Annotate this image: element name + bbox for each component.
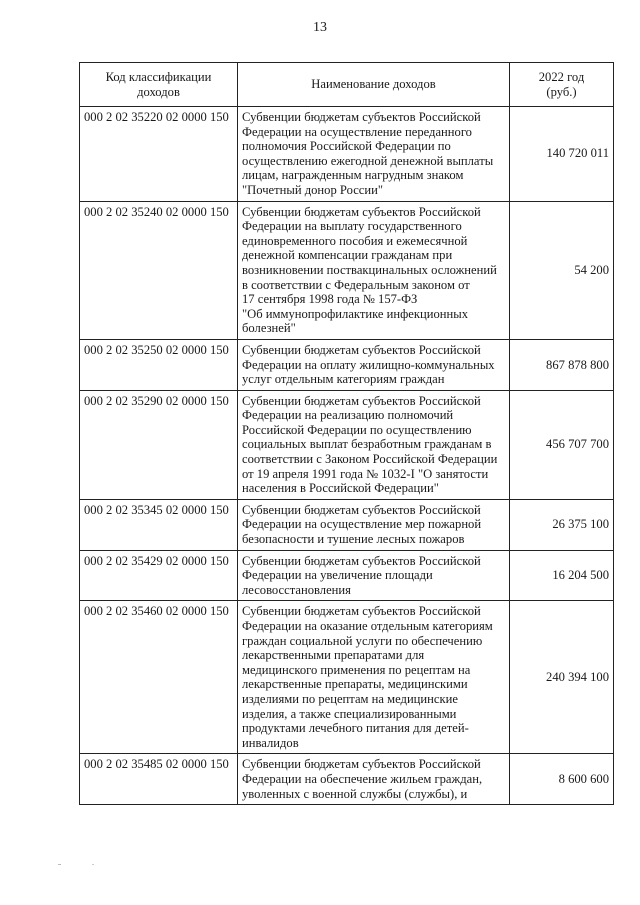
revenue-name-line: Субвенции бюджетам субъектов Российской [242,393,481,408]
revenue-name-line: соответствии с Законом Российской Федерации [242,452,498,467]
header-amount [510,63,614,107]
revenue-name-cell [238,499,510,550]
table-header-row [80,63,614,107]
revenue-name-line: Субвенции бюджетам субъектов Российской [242,110,481,124]
revenue-name-line: Федерации на обеспечение жильем граждан, [242,771,483,786]
revenue-name-line: единовременного пособия и ежемесячной [242,233,468,248]
revenue-name-line: Субвенции бюджетам субъектов Российской [242,604,481,619]
header-code-line: доходов [137,84,180,99]
table-row [80,201,614,339]
revenue-name-cell [238,390,510,499]
revenue-name-line: лекарственными препаратами для [242,648,425,663]
revenue-name-line: Субвенции бюджетам субъектов Российской [242,342,481,357]
amount-cell: 8 600 600 [510,754,614,805]
classification-code-cell: 000 2 02 35220 02 0000 150 [80,107,238,202]
header-code-line: Код классификации [105,69,212,84]
revenue-name-line: полномочия Российской Федерации по [242,139,451,154]
amount-cell: 456 707 700 [510,390,614,499]
header-amount-line: 2022 год [538,69,585,84]
revenue-name-line: "Об иммунопрофилактике инфекционных [242,306,469,321]
revenue-name-line: в соответствии с Федеральным законом от [242,277,470,292]
classification-code-cell: 000 2 02 35485 02 0000 150 [80,754,238,805]
revenue-name-line: продуктами лечебного питания для детей- [242,721,469,736]
amount-cell: 240 394 100 [510,601,614,754]
revenue-name-line: денежной компенсации гражданам при [242,248,453,263]
page-number: 13 [313,20,327,35]
revenue-name-line: изделия, а также специализированными [242,706,457,721]
revenue-name-cell [238,754,510,805]
revenue-name-line: "Почетный донор России" [242,182,384,197]
revenue-name-line: болезней" [242,321,296,336]
table-row [80,601,614,754]
revenue-name-line: медицинского применения по рецептам на [242,662,471,677]
table-row [80,390,614,499]
revenue-name-cell [238,550,510,601]
table-body [80,107,614,805]
amount-cell: 140 720 011 [510,107,614,202]
amount-cell: 26 375 100 [510,499,614,550]
scan-artifact [58,864,61,865]
revenue-name-line: 17 сентября 1998 года № 157-ФЗ [242,292,418,307]
revenue-name-line: Субвенции бюджетам субъектов Российской [242,502,481,517]
revenue-name-cell [238,201,510,339]
revenue-name-line: от 19 апреля 1991 года № 1032-I "О занятости [242,466,489,481]
revenue-name-line: изделиями по рецептам на медицинские [242,691,458,706]
revenue-name-line: Федерации на выплату государственного [242,219,462,234]
header-code [80,63,238,107]
revenue-name-cell [238,339,510,390]
revenue-name-line: лесовосстановления [242,582,351,597]
table-row [80,754,614,805]
revenue-name-line: осуществлению ежегодной денежной выплаты [242,153,494,168]
revenue-name-cell [238,107,510,202]
revenue-name-line: услуг отдельным категориям граждан [242,372,445,387]
table-row [80,499,614,550]
revenue-name-line: лекарственные препараты, медицинскими [242,677,468,692]
revenue-name-line: Субвенции бюджетам субъектов Российской [242,553,481,568]
scan-artifact [92,864,94,865]
revenue-name-line: социальных выплат безработным гражданам в [242,437,492,452]
classification-code-cell: 000 2 02 35429 02 0000 150 [80,550,238,601]
table-row [80,550,614,601]
revenue-name-line: Федерации на осуществление мер пожарной [242,517,482,532]
revenue-name-line: лицам, награжденным нагрудным знаком [242,168,464,183]
revenue-name-cell [238,601,510,754]
table-row [80,107,614,202]
header-amount-line: (руб.) [546,84,577,99]
revenue-name-line: Федерации на оказание отдельным категориям [242,619,493,633]
classification-code-cell: 000 2 02 35250 02 0000 150 [80,339,238,390]
revenue-name-line: Российской Федерации по осуществлению [242,422,472,437]
revenue-name-line: Федерации на осуществление переданного [242,124,472,139]
classification-code-cell: 000 2 02 35345 02 0000 150 [80,499,238,550]
revenue-name-line: инвалидов [242,735,299,750]
revenue-name-line: безопасности и тушение лесных пожаров [242,532,465,547]
header-name: Наименование доходов [238,63,510,107]
classification-code-cell: 000 2 02 35290 02 0000 150 [80,390,238,499]
revenue-name-line: Субвенции бюджетам субъектов Российской [242,204,481,219]
table-row [80,339,614,390]
amount-cell: 16 204 500 [510,550,614,601]
revenue-name-line: Федерации на реализацию полномочий [242,408,454,423]
revenue-name-line: Федерации на оплату жилищно-коммунальных [242,357,495,372]
revenue-name-line: уволенных с военной службы (службы), и [242,786,468,801]
revenue-name-line: населения в Российской Федерации" [242,481,439,496]
revenue-name-line: Федерации на увеличение площади [242,568,433,583]
classification-code-cell: 000 2 02 35240 02 0000 150 [80,201,238,339]
revenue-name-line: Субвенции бюджетам субъектов Российской [242,757,481,772]
amount-cell: 867 878 800 [510,339,614,390]
revenue-name-line: граждан социальной услуги по обеспечению [242,633,483,648]
revenue-table [79,62,614,805]
revenue-name-line: возникновении поствакцинальных осложнений [242,262,497,277]
classification-code-cell: 000 2 02 35460 02 0000 150 [80,601,238,754]
amount-cell: 54 200 [510,201,614,339]
